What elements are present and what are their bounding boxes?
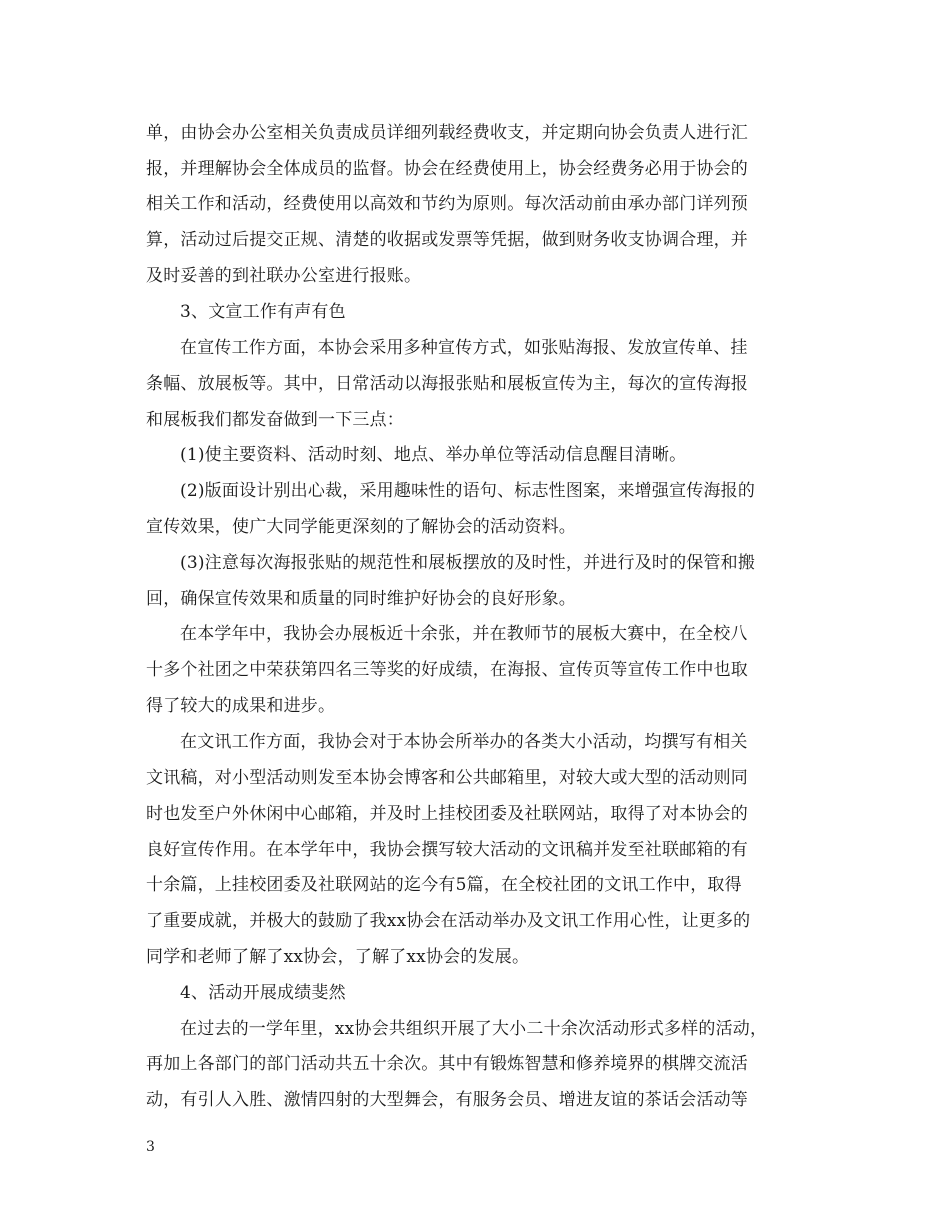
text-line: 相关工作和活动，经费使用以高效和节约为原则。每次活动前由承办部门详列预 (146, 194, 748, 214)
text-line: 报，并理解协会全体成员的监督。协会在经费使用上，协会经费务必用于协会的 (146, 159, 748, 179)
text-line: 再加上各部门的部门活动共五十余次。其中有锻炼智慧和修养境界的棋牌交流活 (146, 1054, 748, 1074)
text-line: 良好宣传作用。在本学年中，我协会撰写较大活动的文讯稿并发至社联邮箱的有 (146, 840, 748, 860)
page-number: 3 (146, 1139, 155, 1155)
text-line: 十多个社团之中荣获第四名三等奖的好成绩，在海报、宣传页等宣传工作中也取 (146, 660, 748, 680)
text-line: 条幅、放展板等。其中，日常活动以海报张贴和展板宣传为主，每次的宣传海报 (146, 374, 748, 394)
list-item: (2)版面设计别出心裁，采用趣味性的语句、标志性图案，来增强宣传海报的 (180, 481, 756, 501)
text-line: 时也发至户外休闲中心邮箱，并及时上挂校团委及社联网站，取得了对本协会的 (146, 804, 748, 824)
section-heading: 3、文宣工作有声有色 (180, 302, 346, 322)
text-line: 同学和老师了解了xx协会，了解了xx协会的发展。 (146, 947, 530, 967)
text-line: 动，有引人入胜、激情四射的大型舞会，有服务会员、增进友谊的茶话会活动等 (146, 1090, 748, 1110)
section-heading: 4、活动开展成绩斐然 (180, 983, 346, 1003)
text-line: 算，活动过后提交正规、清楚的收据或发票等凭据，做到财务收支协调合理，并 (146, 230, 748, 250)
text-line: 十余篇，上挂校团委及社联网站的迄今有5篇，在全校社团的文讯工作中，取得 (146, 875, 742, 895)
text-line: 在宣传工作方面，本协会采用多种宣传方式，如张贴海报、发放宣传单、挂 (180, 338, 748, 358)
text-line: 文讯稿，对小型活动则发至本协会博客和公共邮箱里，对较大或大型的活动则同 (146, 768, 748, 788)
text-line: 及时妥善的到社联办公室进行报账。 (146, 266, 422, 286)
text-line: 得了较大的成果和进步。 (146, 696, 336, 716)
text-line: 在过去的一学年里，xx协会共组织开展了大小二十余次活动形式多样的活动， (180, 1019, 768, 1039)
text-line: 回，确保宣传效果和质量的同时维护好协会的良好形象。 (146, 589, 576, 609)
text-line: 和展板我们都发奋做到一下三点： (146, 410, 404, 430)
text-line: 了重要成就，并极大的鼓励了我xx协会在活动举办及文讯工作用心性，让更多的 (146, 911, 751, 931)
text-line: 单，由协会办公室相关负责成员详细列载经费收支，并定期向协会负责人进行汇 (146, 123, 748, 143)
list-item: (1)使主要资料、活动时刻、地点、举办单位等活动信息醒目清晰。 (180, 445, 687, 465)
text-line: 在文讯工作方面，我协会对于本协会所举办的各类大小活动，均撰写有相关 (180, 732, 748, 752)
text-line: 宣传效果，使广大同学能更深刻的了解协会的活动资料。 (146, 517, 576, 537)
text-line: 在本学年中，我协会办展板近十余张，并在教师节的展板大赛中，在全校八 (180, 624, 748, 644)
list-item: (3)注意每次海报张贴的规范性和展板摆放的及时性，并进行及时的保管和搬 (180, 553, 756, 573)
